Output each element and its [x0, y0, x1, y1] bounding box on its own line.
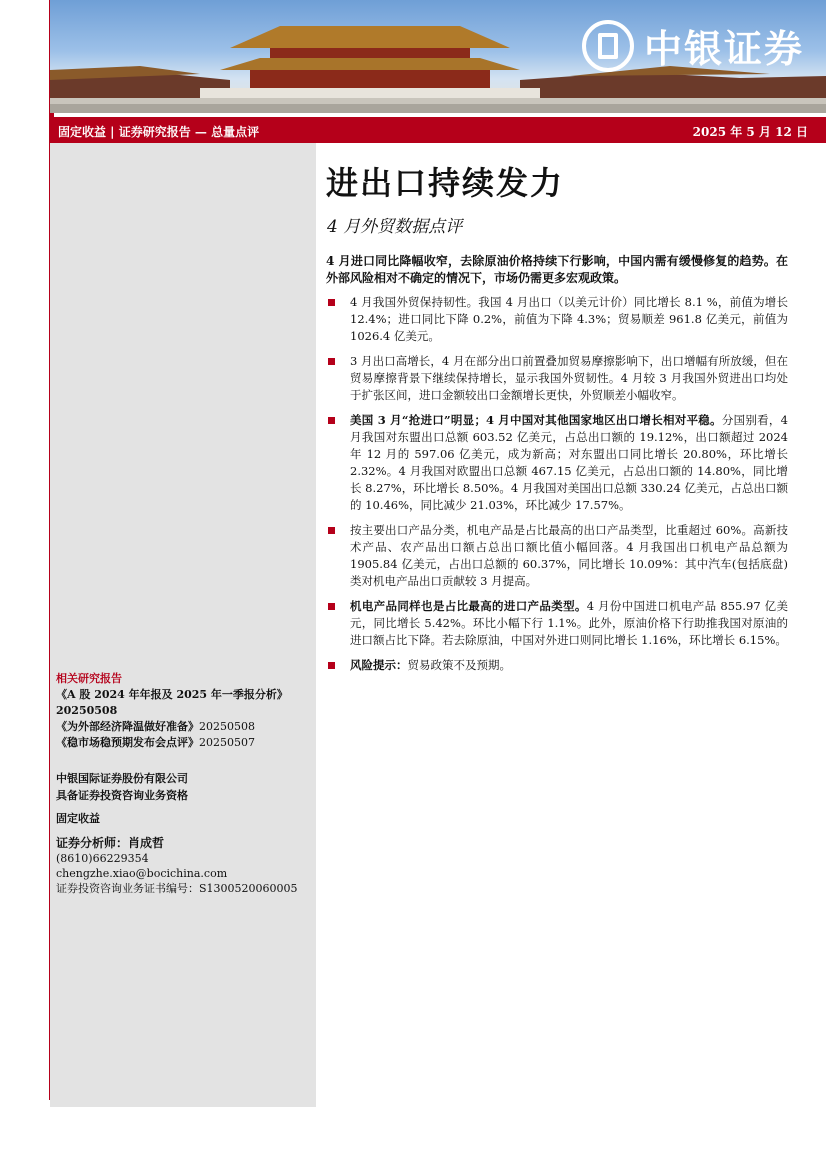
sidebar-panel [50, 143, 316, 1107]
analyst-license: 证券投资咨询业务证书编号：S1300520060005 [56, 882, 298, 895]
related-report-link[interactable]: 《A 股 2024 年年报及 2025 年一季报分析》 [56, 688, 288, 701]
sector-label: 固定收益 [56, 812, 100, 825]
key-point: 美国 3 月“抢进口”明显；4 月中国对其他国家地区出口增长相对平稳。分国别看，4 月我国对东盟出口总额 603.52 亿美元，占总出口额的 19.12%，出口额超过 2024 年 12 月的 597.06 亿美元，成为新高；对东盟出口同比增长 20.80%，环比增长 2.32%。4 月我国对欧盟出口总额 467.15 亿美元，占总出口额的 14.80%，同比增长 8.27%，环比增长 8.50%。4 月我国对美国出口总额 330.24 亿美元，占总出口额的 10.46%，同比减少 21.03%，环比减少 17.57%。 [326, 412, 788, 514]
header-banner [50, 0, 826, 113]
bank-logo-icon [582, 20, 634, 72]
key-point: 机电产品同样也是占比最高的进口产品类型。4 月份中国进口机电产品 855.97 亿美元，同比增长 5.42%。环比小幅下行 1.1%。此外，原油价格下行助推我国对原油的进口额占比下降。若去除原油，中国对外进口则同比增长 1.16%，环比增长 6.15%。 [326, 598, 788, 649]
related-report-link[interactable]: 《为外部经济降温做好准备》20250508 [56, 720, 255, 733]
report-title: 进出口持续发力 [326, 164, 565, 202]
analyst-name: 证券分析师：肖成哲 [56, 836, 165, 850]
brand-name: 中银证券 [643, 27, 804, 71]
report-date: 2025 年 5 月 12 日 [692, 125, 808, 139]
analyst-info [56, 836, 298, 896]
key-point: 按主要出口产品分类，机电产品是占比最高的出口产品类型，比重超过 60%。高新技术产品、农产品出口额占总出口额比值小幅回落。4 月我国出口机电产品总额为 1905.84 亿美元，占出口总额的 60.37%，同比增长 10.09%：其中汽车(包括底盘)类对机电产品出口贡献较 3 月提高。 [326, 522, 788, 590]
brand-logo [582, 18, 804, 73]
report-summary: 4 月进口同比降幅收窄，去除原油价格持续下行影响，中国内需有缓慢修复的趋势。在外部风险相对不确定的情况下，市场仍需更多宏观政策。 [326, 254, 788, 285]
related-report-link[interactable]: 《稳市场稳预期发布会点评》20250507 [56, 736, 255, 749]
analyst-email[interactable]: chengzhe.xiao@bocichina.com [56, 867, 228, 880]
report-category: 固定收益 | 证券研究报告 — 总量点评 [58, 125, 260, 139]
report-subtitle: 4 月外贸数据点评 [327, 217, 463, 237]
related-reports [56, 671, 318, 751]
analyst-phone: (8610)66229354 [56, 852, 149, 865]
key-points-list [326, 294, 788, 682]
related-heading: 相关研究报告 [56, 672, 122, 685]
related-report-date: 20250508 [56, 704, 118, 717]
key-point: 4 月我国外贸保持韧性。我国 4 月出口（以美元计价）同比增长 8.1 %，前值为增长 12.4%；进口同比下降 0.2%，前值为下降 4.3%；贸易顺差 961.8 亿美元，前值为 1026.4 亿美元。 [326, 294, 788, 345]
category-bar [50, 117, 826, 143]
key-point: 3 月出口高增长，4 月在部分出口前置叠加贸易摩擦影响下，出口增幅有所放缓，但在贸易摩擦背景下继续保持增长，显示我国外贸韧性。4 月较 3 月我国外贸进出口均处于扩张区间，进口金额较出口金额增长更快，外贸顺差小幅收窄。 [326, 353, 788, 404]
risk-warning: 风险提示：贸易政策不及预期。 [326, 657, 788, 674]
company-info: 中银国际证券股份有限公司 具备证券投资咨询业务资格 [56, 772, 188, 802]
